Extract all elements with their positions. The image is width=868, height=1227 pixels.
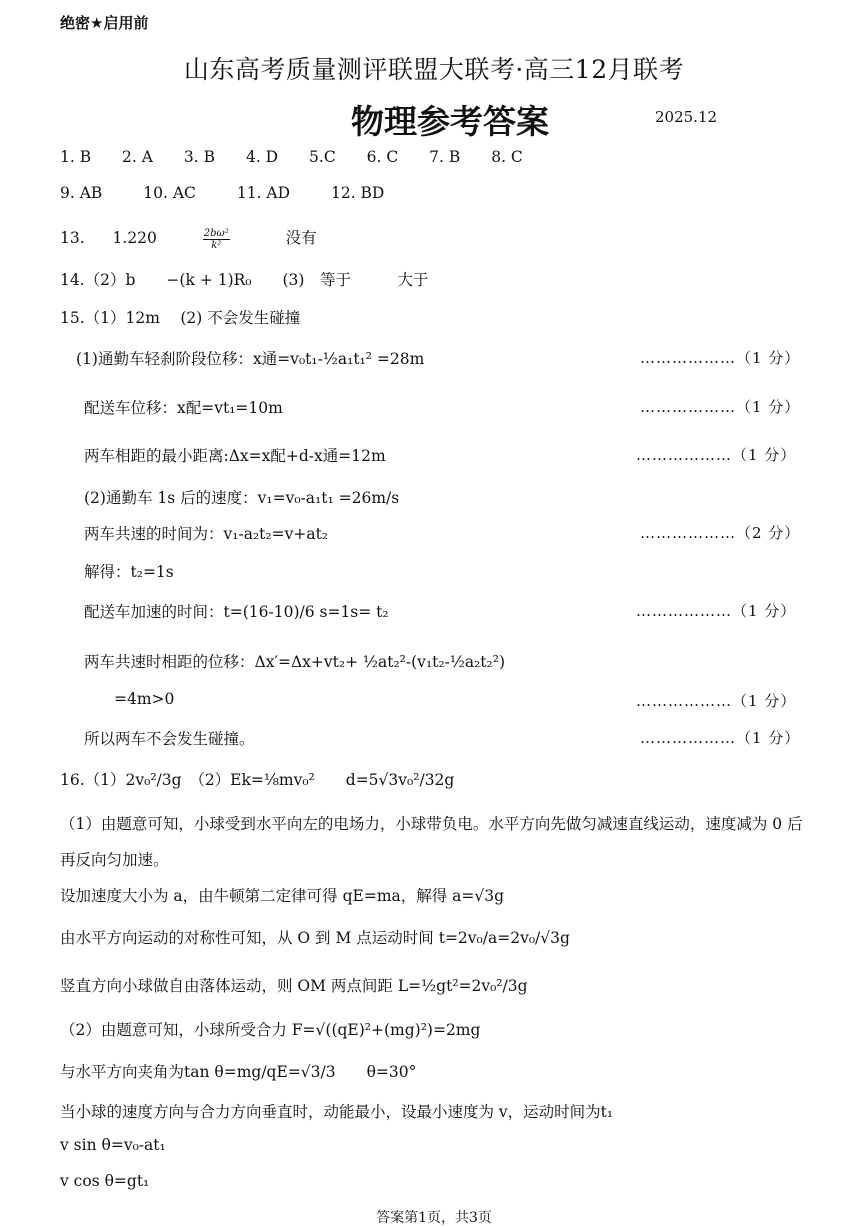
q15-step: 两车相距的最小距离:Δx=x配+d-x通=12m — [84, 447, 386, 465]
q15-step: 配送车位移：x配=vt₁=10m — [84, 399, 283, 417]
q15-step: 两车共速时相距的位移：Δx′=Δx+vt₂+ ½at₂²-(v₁t₂-½a₂t₂²) — [84, 653, 506, 671]
mcq-answer: 12. BD — [330, 184, 385, 202]
q13-answer-3: 没有 — [285, 229, 317, 247]
mcq-answer: 2. A — [122, 148, 153, 166]
q15-step: (2)通勤车 1s 后的速度：v₁=v₀-a₁t₁ =26m/s — [84, 489, 400, 507]
q16-line: 与水平方向夹角为tan θ=mg/qE=√3/3 θ=30° — [60, 1063, 417, 1081]
q13-frac-den: k² — [211, 239, 222, 251]
q15-score: ………………（1 分） — [636, 446, 797, 464]
q16-line: v sin θ=v₀-at₁ — [60, 1136, 166, 1154]
mcq-answer: 11. AD — [236, 184, 291, 202]
q15-step: 解得：t₂=1s — [84, 563, 174, 581]
q13-fraction — [203, 228, 230, 251]
q15-score: ………………（1 分） — [640, 729, 801, 747]
secret-label: 绝密★启用前 — [60, 14, 149, 32]
q14-line: 14.（2）b −(k + 1)R₀ (3) 等于 大于 — [60, 271, 429, 289]
exam-date: 2025.12 — [655, 108, 718, 126]
q15-score: ………………（2 分） — [640, 524, 801, 542]
q15-step: 两车共速的时间为：v₁-a₂t₂=v+at₂ — [84, 525, 329, 543]
mcq-row-1 — [60, 148, 549, 166]
mcq-answer: 8. C — [491, 148, 523, 166]
q16-line: 竖直方向小球做自由落体运动，则 OM 两点间距 L=½gt²=2v₀²/3g — [60, 977, 528, 995]
mcq-answer: 10. AC — [143, 184, 196, 202]
mcq-row-2 — [60, 184, 420, 202]
q13-frac-num: 2bω² — [203, 227, 229, 239]
q15-step: =4m>0 — [114, 690, 175, 708]
answer-title: 物理参考答案 — [351, 102, 549, 141]
page-footer: 答案第1页，共3页 — [376, 1210, 492, 1226]
q15-step: (1)通勤车轻刹阶段位移：x通=v₀t₁-½a₁t₁² =28m — [76, 350, 425, 368]
mcq-answer: 3. B — [183, 148, 216, 166]
q16-line: 再反向匀加速。 — [60, 851, 169, 869]
exam-title: 山东高考质量测评联盟大联考·高三12月联考 — [183, 55, 685, 84]
q15-answer: 15.（1）12m (2) 不会发生碰撞 — [60, 309, 301, 327]
mcq-answer: 6. C — [366, 148, 399, 166]
q15-score: ………………（1 分） — [640, 398, 801, 416]
q15-step: 配送车加速的时间：t=(16-10)/6 s=1s= t₂ — [84, 603, 389, 621]
mcq-answer: 1. B — [60, 148, 92, 166]
q15-score: ………………（1 分） — [636, 602, 797, 620]
mcq-answer: 4. D — [245, 148, 279, 166]
q16-line: （2）由题意可知，小球所受合力 F=√((qE)²+(mg)²)=2mg — [60, 1021, 481, 1039]
q15-step: 所以两车不会发生碰撞。 — [84, 730, 255, 748]
q13-answer-1: 1.220 — [112, 229, 157, 247]
q15-score: ………………（1 分） — [636, 692, 797, 710]
q13-line — [60, 226, 317, 251]
q15-score: ………………（1 分） — [640, 349, 801, 367]
mcq-answer: 9. AB — [60, 184, 103, 202]
mcq-answer: 5.C — [309, 148, 336, 166]
mcq-answer: 7. B — [429, 148, 461, 166]
q16-line: v cos θ=gt₁ — [60, 1172, 150, 1190]
q16-line: 由水平方向运动的对称性可知，从 O 到 M 点运动时间 t=2v₀/a=2v₀/√3g — [60, 929, 570, 947]
q16-line: 当小球的速度方向与合力方向垂直时，动能最小，设最小速度为 v，运动时间为t₁ — [60, 1103, 614, 1121]
q13-num: 13. — [60, 229, 85, 247]
q16-line: （1）由题意可知，小球受到水平向左的电场力，小球带负电。水平方向先做匀减速直线运动，速度减为 0 后 — [60, 815, 803, 833]
q16-line: 设加速度大小为 a，由牛顿第二定律可得 qE=ma，解得 a=√3g — [60, 887, 505, 905]
q16-answer: 16.（1）2v₀²/3g （2）Ek=⅛mv₀² d=5√3v₀²/32g — [60, 771, 455, 789]
